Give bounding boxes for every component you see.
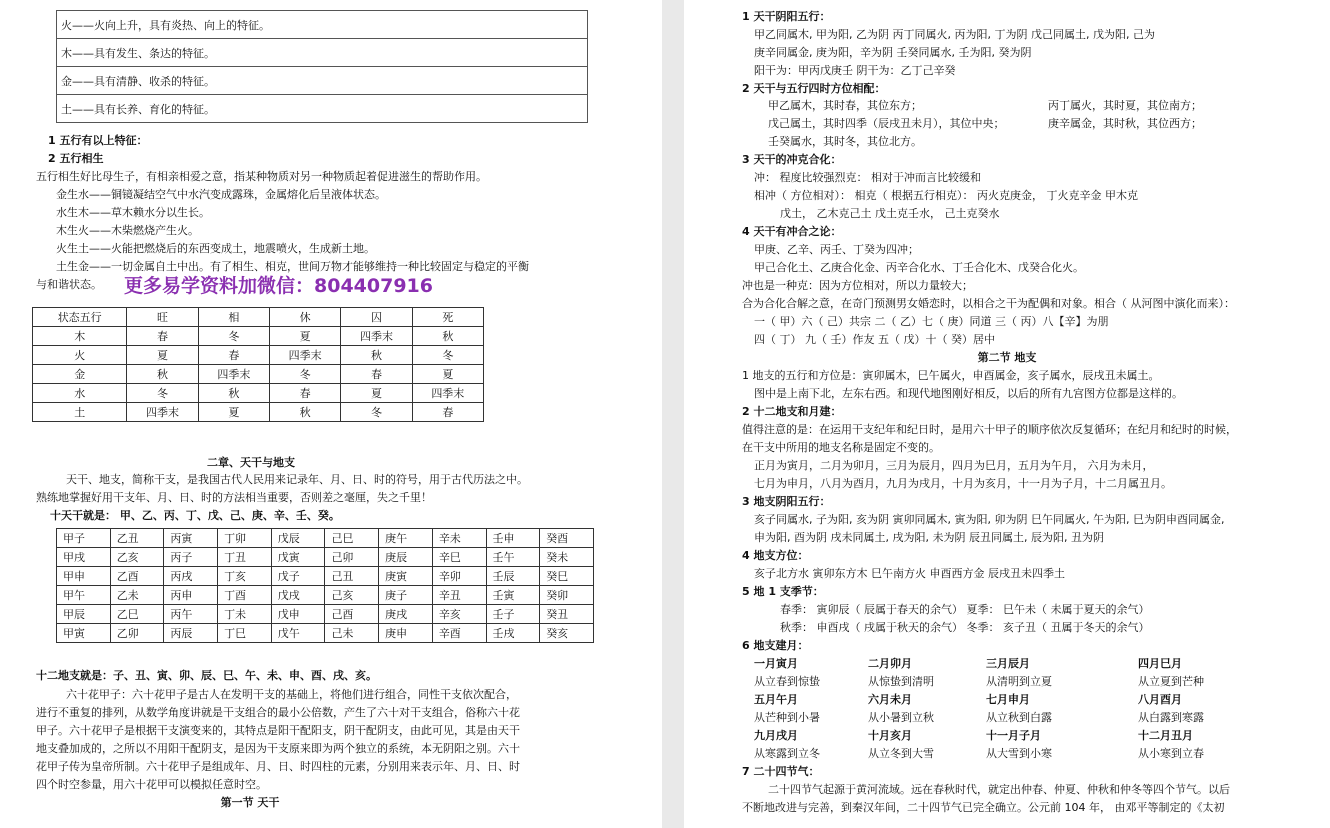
table-cell: 壬午 <box>486 548 540 567</box>
paragraph-line: 进行不重复的排列，从数学角度讲就是干支组合的最小公倍数，产生了六十对干支组合，俗称六十花 <box>36 706 520 719</box>
table-cell: 辛卯 <box>432 567 486 586</box>
table-cell: 乙卯 <box>110 624 164 643</box>
table-header-cell: 死 <box>412 308 483 327</box>
text-line: 四（ 丁） 九（ 壬）作友 五（ 戊）十（ 癸）居中 <box>754 333 995 346</box>
table-cell: 丁亥 <box>218 567 272 586</box>
table-cell: 四季末 <box>270 346 341 365</box>
sixty-jiazi-table <box>56 528 594 643</box>
table-cell: 乙亥 <box>110 548 164 567</box>
section-title: 第一节 天干 <box>220 796 280 809</box>
heading-five-features: 1 五行有以上特征： <box>48 134 148 147</box>
table-cell: 土——具有长养、育化的特征。 <box>57 95 588 123</box>
text-line: 1 地支的五行和方位是：寅卯属木，巳午属火，申酉属金，亥子属水，辰戌丑未属土。 <box>742 369 1160 382</box>
table-cell: 戊午 <box>271 624 325 643</box>
table-cell: 夏 <box>198 403 269 422</box>
page-gutter <box>662 0 684 828</box>
table-row <box>33 384 484 403</box>
table-row <box>57 567 594 586</box>
table-cell: 冬 <box>127 384 198 403</box>
table-cell: 戊辰 <box>271 529 325 548</box>
table-cell: 庚午 <box>379 529 433 548</box>
text-line: 阳干为：甲丙戊庚壬 阴干为：乙丁己辛癸 <box>754 64 956 77</box>
table-cell: 庚申 <box>379 624 433 643</box>
text-line: 冲： 程度比较强烈克： 相对于冲而言比较缓和 <box>754 171 981 184</box>
text-line: 申为阳, 酉为阴 戌未同属土, 戌为阳, 未为阴 辰丑同属土, 辰为阳, 丑为阴 <box>754 531 1104 544</box>
table-header-cell: 状态五行 <box>33 308 127 327</box>
table-cell: 甲申 <box>57 567 111 586</box>
five-elements-feature-table <box>56 10 588 123</box>
ten-stems-heading: 十天干就是： 甲、乙、丙、丁、戊、己、庚、辛、壬、癸。 <box>50 509 340 522</box>
text-line: 图中是上南下北，左东右西。和现代地图刚好相反，以后的所有九宫图方位都是这样的。 <box>754 387 1183 400</box>
table-cell: 壬辰 <box>486 567 540 586</box>
month-grid-cell: 二月卯月 <box>868 657 912 670</box>
table-cell: 丙申 <box>164 586 218 605</box>
table-cell: 乙未 <box>110 586 164 605</box>
table-cell: 四季末 <box>198 365 269 384</box>
paragraph-line: 地支叠加成的，之所以不用阳干配阴支，是因为干支原来即为两个独立的系统，本无阴阳之别。六十 <box>36 742 520 755</box>
table-row <box>57 67 588 95</box>
table-cell: 乙酉 <box>110 567 164 586</box>
table-cell: 甲寅 <box>57 624 111 643</box>
table-cell: 己未 <box>325 624 379 643</box>
element-state-table <box>32 307 484 422</box>
table-cell: 庚寅 <box>379 567 433 586</box>
text-line: 相冲（ 方位相对）： 相克（ 根据五行相克）： 丙火克庚金， 丁火克辛金 甲木克 <box>754 189 1138 202</box>
text-line: 壬癸属水，其时冬，其位北方。 <box>768 135 922 148</box>
table-cell: 辛未 <box>432 529 486 548</box>
text-line: 甲己合化土、乙庚合化金、丙辛合化水、丁壬合化木、戊癸合化火。 <box>754 261 1084 274</box>
table-cell: 己亥 <box>325 586 379 605</box>
text-line: 甲乙属木，其时春，其位东方； <box>768 99 922 112</box>
paragraph-line: 甲子。六十花甲子是根据干支演变来的，其特点是阳干配阳支，阴干配阴支，由此可见，其是由天干 <box>36 724 520 737</box>
table-row <box>57 11 588 39</box>
table-cell: 丙寅 <box>164 529 218 548</box>
table-cell: 春 <box>270 384 341 403</box>
table-cell: 火 <box>33 346 127 365</box>
text-line: 亥子北方水 寅卯东方木 巳午南方火 申酉西方金 辰戌丑未四季土 <box>754 567 1065 580</box>
table-row <box>57 586 594 605</box>
table-cell: 秋 <box>198 384 269 403</box>
month-grid-cell: 十一月子月 <box>986 729 1041 742</box>
text-line: 合为合化合解之意，在奇门预测男女婚恋时，以相合之干为配偶和对象。相合（ 从河图中演化而来）： <box>742 297 1235 310</box>
table-row <box>57 624 594 643</box>
table-row <box>33 327 484 346</box>
table-cell: 丙戌 <box>164 567 218 586</box>
table-row <box>33 403 484 422</box>
table-cell: 金——具有清静、收杀的特征。 <box>57 67 588 95</box>
month-grid-cell: 从寒露到立冬 <box>754 747 820 760</box>
table-header-cell: 囚 <box>341 308 412 327</box>
month-grid-cell: 从芒种到小暑 <box>754 711 820 724</box>
text-line: 七月为申月，八月为酉月，九月为戌月，十月为亥月，十一月为子月，十二月属丑月。 <box>754 477 1172 490</box>
month-grid-cell: 从立秋到白露 <box>986 711 1052 724</box>
table-cell: 癸酉 <box>540 529 594 548</box>
heading: 1 天干阴阳五行： <box>742 10 831 23</box>
table-cell: 庚辰 <box>379 548 433 567</box>
table-cell: 癸亥 <box>540 624 594 643</box>
table-cell: 夏 <box>270 327 341 346</box>
table-cell: 己酉 <box>325 605 379 624</box>
table-cell: 秋 <box>412 327 483 346</box>
table-cell: 戊戌 <box>271 586 325 605</box>
table-cell: 丁卯 <box>218 529 272 548</box>
table-cell: 夏 <box>341 384 412 403</box>
text-line: 不断地改进与完善，到秦汉年间，二十四节气已完全确立。公元前 104 年， 由邓平等制定的《太初 <box>742 801 1225 814</box>
twelve-branches-heading: 十二地支就是：子、丑、寅、卯、辰、巳、午、未、申、酉、戌、亥。 <box>36 669 377 682</box>
text-line: 春季： 寅卯辰（ 辰属于春天的余气） 夏季： 巳午未（ 未属于夏天的余气） <box>780 603 1150 616</box>
table-cell: 秋 <box>127 365 198 384</box>
table-header-cell: 旺 <box>127 308 198 327</box>
section-title: 第二节 地支 <box>977 351 1037 364</box>
table-cell: 庚戌 <box>379 605 433 624</box>
month-grid-cell: 五月午月 <box>754 693 798 706</box>
table-cell: 金 <box>33 365 127 384</box>
month-grid-cell: 从立夏到芒种 <box>1138 675 1204 688</box>
table-cell: 春 <box>198 346 269 365</box>
heading: 3 地支阴阳五行： <box>742 495 831 508</box>
table-cell: 己巳 <box>325 529 379 548</box>
paragraph-line: 土生金——一切金属自土中出。有了相生、相克，世间万物才能够维持一种比较固定与稳定的平衡 <box>56 260 529 273</box>
heading: 4 天干有冲合之论： <box>742 225 842 238</box>
text-line: 戊土， 乙木克己土 戊土克壬水， 己土克癸水 <box>780 207 1000 220</box>
table-cell: 壬戌 <box>486 624 540 643</box>
table-header-row <box>33 308 484 327</box>
month-grid-cell: 八月酉月 <box>1138 693 1182 706</box>
heading: 2 十二地支和月建： <box>742 405 842 418</box>
table-cell: 戊寅 <box>271 548 325 567</box>
table-row <box>33 346 484 365</box>
table-cell: 夏 <box>127 346 198 365</box>
text-line: 值得注意的是：在运用干支纪年和纪日时，是用六十甲子的顺序依次反复循环；在纪月和纪时的时候， <box>742 423 1237 436</box>
table-row <box>57 605 594 624</box>
right-document-page <box>684 0 1330 828</box>
text-line: 正月为寅月，二月为卯月，三月为辰月，四月为巳月，五月为午月， 六月为未月， <box>754 459 1154 472</box>
table-cell: 甲子 <box>57 529 111 548</box>
text-line: 甲乙同属木, 甲为阳, 乙为阴 丙丁同属火, 丙为阳, 丁为阴 戊己同属土, 戊为阳, 己为 <box>754 28 1155 41</box>
month-grid-cell: 从立冬到大雪 <box>868 747 934 760</box>
month-grid-cell: 从小暑到立秋 <box>868 711 934 724</box>
month-grid-cell: 十月亥月 <box>868 729 912 742</box>
table-header-cell: 相 <box>198 308 269 327</box>
table-cell: 辛亥 <box>432 605 486 624</box>
left-document-page <box>0 0 662 828</box>
table-row <box>57 548 594 567</box>
table-cell: 己卯 <box>325 548 379 567</box>
table-cell: 秋 <box>341 346 412 365</box>
table-cell: 木——具有发生、条达的特征。 <box>57 39 588 67</box>
table-cell: 四季末 <box>127 403 198 422</box>
text-line: 丙丁属火，其时夏，其位南方； <box>1048 99 1202 112</box>
text-line: 庚辛属金，其时秋，其位西方； <box>1048 117 1202 130</box>
paragraph-line: 六十花甲子：六十花甲子是古人在发明干支的基础上，将他们进行组合，同性干支依次配合， <box>66 688 517 701</box>
month-grid-cell: 九月戌月 <box>754 729 798 742</box>
table-row <box>57 39 588 67</box>
text-line: 一（ 甲）六（ 己）共宗 二（ 乙）七（ 庚）同道 三（ 丙）八【辛】为朋 <box>754 315 1109 328</box>
table-cell: 春 <box>341 365 412 384</box>
month-grid-cell: 六月未月 <box>868 693 912 706</box>
table-cell: 己丑 <box>325 567 379 586</box>
table-cell: 丙午 <box>164 605 218 624</box>
paragraph-line: 花甲子传为皇帝所制。六十花甲子是组成年、月、日、时四柱的元素，分别用来表示年、月、日、时 <box>36 760 520 773</box>
heading: 5 地 1 支季节： <box>742 585 824 598</box>
table-cell: 甲戌 <box>57 548 111 567</box>
table-cell: 庚子 <box>379 586 433 605</box>
paragraph-line: 天干、地支，简称干支，是我国古代人民用来记录年、月、日、时的符号，用于古代历法之中。 <box>66 473 528 486</box>
table-cell: 壬寅 <box>486 586 540 605</box>
table-cell: 木 <box>33 327 127 346</box>
table-cell: 甲午 <box>57 586 111 605</box>
heading: 4 地支方位： <box>742 549 809 562</box>
table-cell: 癸卯 <box>540 586 594 605</box>
table-cell: 冬 <box>270 365 341 384</box>
paragraph-line: 四个时空参量，用六十花甲可以模拟任意时空。 <box>36 778 267 791</box>
paragraph-line: 金生水——铜镜凝结空气中水汽变成露珠，金属熔化后呈液体状态。 <box>56 188 386 201</box>
table-cell: 冬 <box>412 346 483 365</box>
paragraph-line: 火生土——火能把燃烧后的东西变成土，地震喷火，生成新土地。 <box>56 242 375 255</box>
table-cell: 辛丑 <box>432 586 486 605</box>
heading: 6 地支建月： <box>742 639 809 652</box>
table-cell: 癸丑 <box>540 605 594 624</box>
table-cell: 壬子 <box>486 605 540 624</box>
heading: 3 天干的冲克合化： <box>742 153 842 166</box>
text-line: 在干支中所用的地支名称是固定不变的。 <box>742 441 940 454</box>
table-cell: 火——火向上升，具有炎热、向上的特征。 <box>57 11 588 39</box>
table-header-cell: 休 <box>270 308 341 327</box>
table-cell: 秋 <box>270 403 341 422</box>
paragraph-line: 水生木——草木赖水分以生长。 <box>56 206 210 219</box>
table-cell: 壬申 <box>486 529 540 548</box>
month-grid-cell: 四月巳月 <box>1138 657 1182 670</box>
month-grid-cell: 从大雪到小寒 <box>986 747 1052 760</box>
paragraph: 五行相生好比母生子，有相亲相爱之意，指某种物质对另一种物质起着促进滋生的帮助作用。 <box>36 170 487 183</box>
table-cell: 春 <box>412 403 483 422</box>
table-cell: 乙丑 <box>110 529 164 548</box>
table-cell: 丙辰 <box>164 624 218 643</box>
heading: 2 天干与五行四时方位相配： <box>742 82 886 95</box>
month-grid-cell: 一月寅月 <box>754 657 798 670</box>
table-cell: 冬 <box>341 403 412 422</box>
month-grid-cell: 从立春到惊蛰 <box>754 675 820 688</box>
heading-five-generate: 2 五行相生 <box>48 152 104 165</box>
table-cell: 戊申 <box>271 605 325 624</box>
month-grid-cell: 七月申月 <box>986 693 1030 706</box>
month-grid-cell: 三月辰月 <box>986 657 1030 670</box>
table-cell: 戊子 <box>271 567 325 586</box>
table-cell: 丙子 <box>164 548 218 567</box>
text-line: 戊己属土，其时四季（辰戌丑未月），其位中央； <box>768 117 1005 130</box>
wechat-watermark: 更多易学资料加微信：804407916 <box>124 275 433 297</box>
month-grid-cell: 从惊蛰到清明 <box>868 675 934 688</box>
table-cell: 丁未 <box>218 605 272 624</box>
table-cell: 水 <box>33 384 127 403</box>
month-grid-cell: 从清明到立夏 <box>986 675 1052 688</box>
table-row <box>57 529 594 548</box>
paragraph-line: 木生火——木柴燃烧产生火。 <box>56 224 199 237</box>
month-grid-cell: 十二月丑月 <box>1138 729 1193 742</box>
text-line: 冲也是一种克：因为方位相对，所以力量较大； <box>742 279 973 292</box>
table-cell: 乙巳 <box>110 605 164 624</box>
table-cell: 土 <box>33 403 127 422</box>
table-row <box>33 365 484 384</box>
table-cell: 四季末 <box>412 384 483 403</box>
table-cell: 夏 <box>412 365 483 384</box>
table-cell: 四季末 <box>341 327 412 346</box>
chapter-title: 二章、天干与地支 <box>207 456 295 469</box>
text-line: 甲庚、乙辛、丙壬、丁癸为四冲； <box>754 243 919 256</box>
text-line: 庚辛同属金, 庚为阳，辛为阴 壬癸同属水, 壬为阳, 癸为阴 <box>754 46 1032 59</box>
table-row <box>57 95 588 123</box>
month-grid-cell: 从白露到寒露 <box>1138 711 1204 724</box>
heading: 7 二十四节气： <box>742 765 820 778</box>
table-cell: 癸巳 <box>540 567 594 586</box>
month-grid-cell: 从小寒到立春 <box>1138 747 1204 760</box>
paragraph-line: 与和谐状态。 <box>36 278 102 291</box>
table-cell: 辛巳 <box>432 548 486 567</box>
table-cell: 冬 <box>198 327 269 346</box>
paragraph-line: 熟练地掌握好用干支年、月、日、时的方法相当重要，否则差之毫厘，失之千里！ <box>36 491 432 504</box>
table-cell: 辛酉 <box>432 624 486 643</box>
text-line: 亥子同属水, 子为阳, 亥为阴 寅卯同属木, 寅为阳, 卯为阴 巳午同属火, 午为阳, 巳为阴申酉同属金, <box>754 513 1225 526</box>
table-cell: 春 <box>127 327 198 346</box>
text-line: 秋季： 申酉戌（ 戌属于秋天的余气） 冬季： 亥子丑（ 丑属于冬天的余气） <box>780 621 1150 634</box>
table-cell: 丁丑 <box>218 548 272 567</box>
table-cell: 丁酉 <box>218 586 272 605</box>
table-cell: 丁巳 <box>218 624 272 643</box>
text-line: 二十四节气起源于黄河流域。远在春秋时代，就定出仲春、仲夏、仲秋和仲冬等四个节气。以后 <box>768 783 1230 796</box>
table-cell: 甲辰 <box>57 605 111 624</box>
table-cell: 癸未 <box>540 548 594 567</box>
